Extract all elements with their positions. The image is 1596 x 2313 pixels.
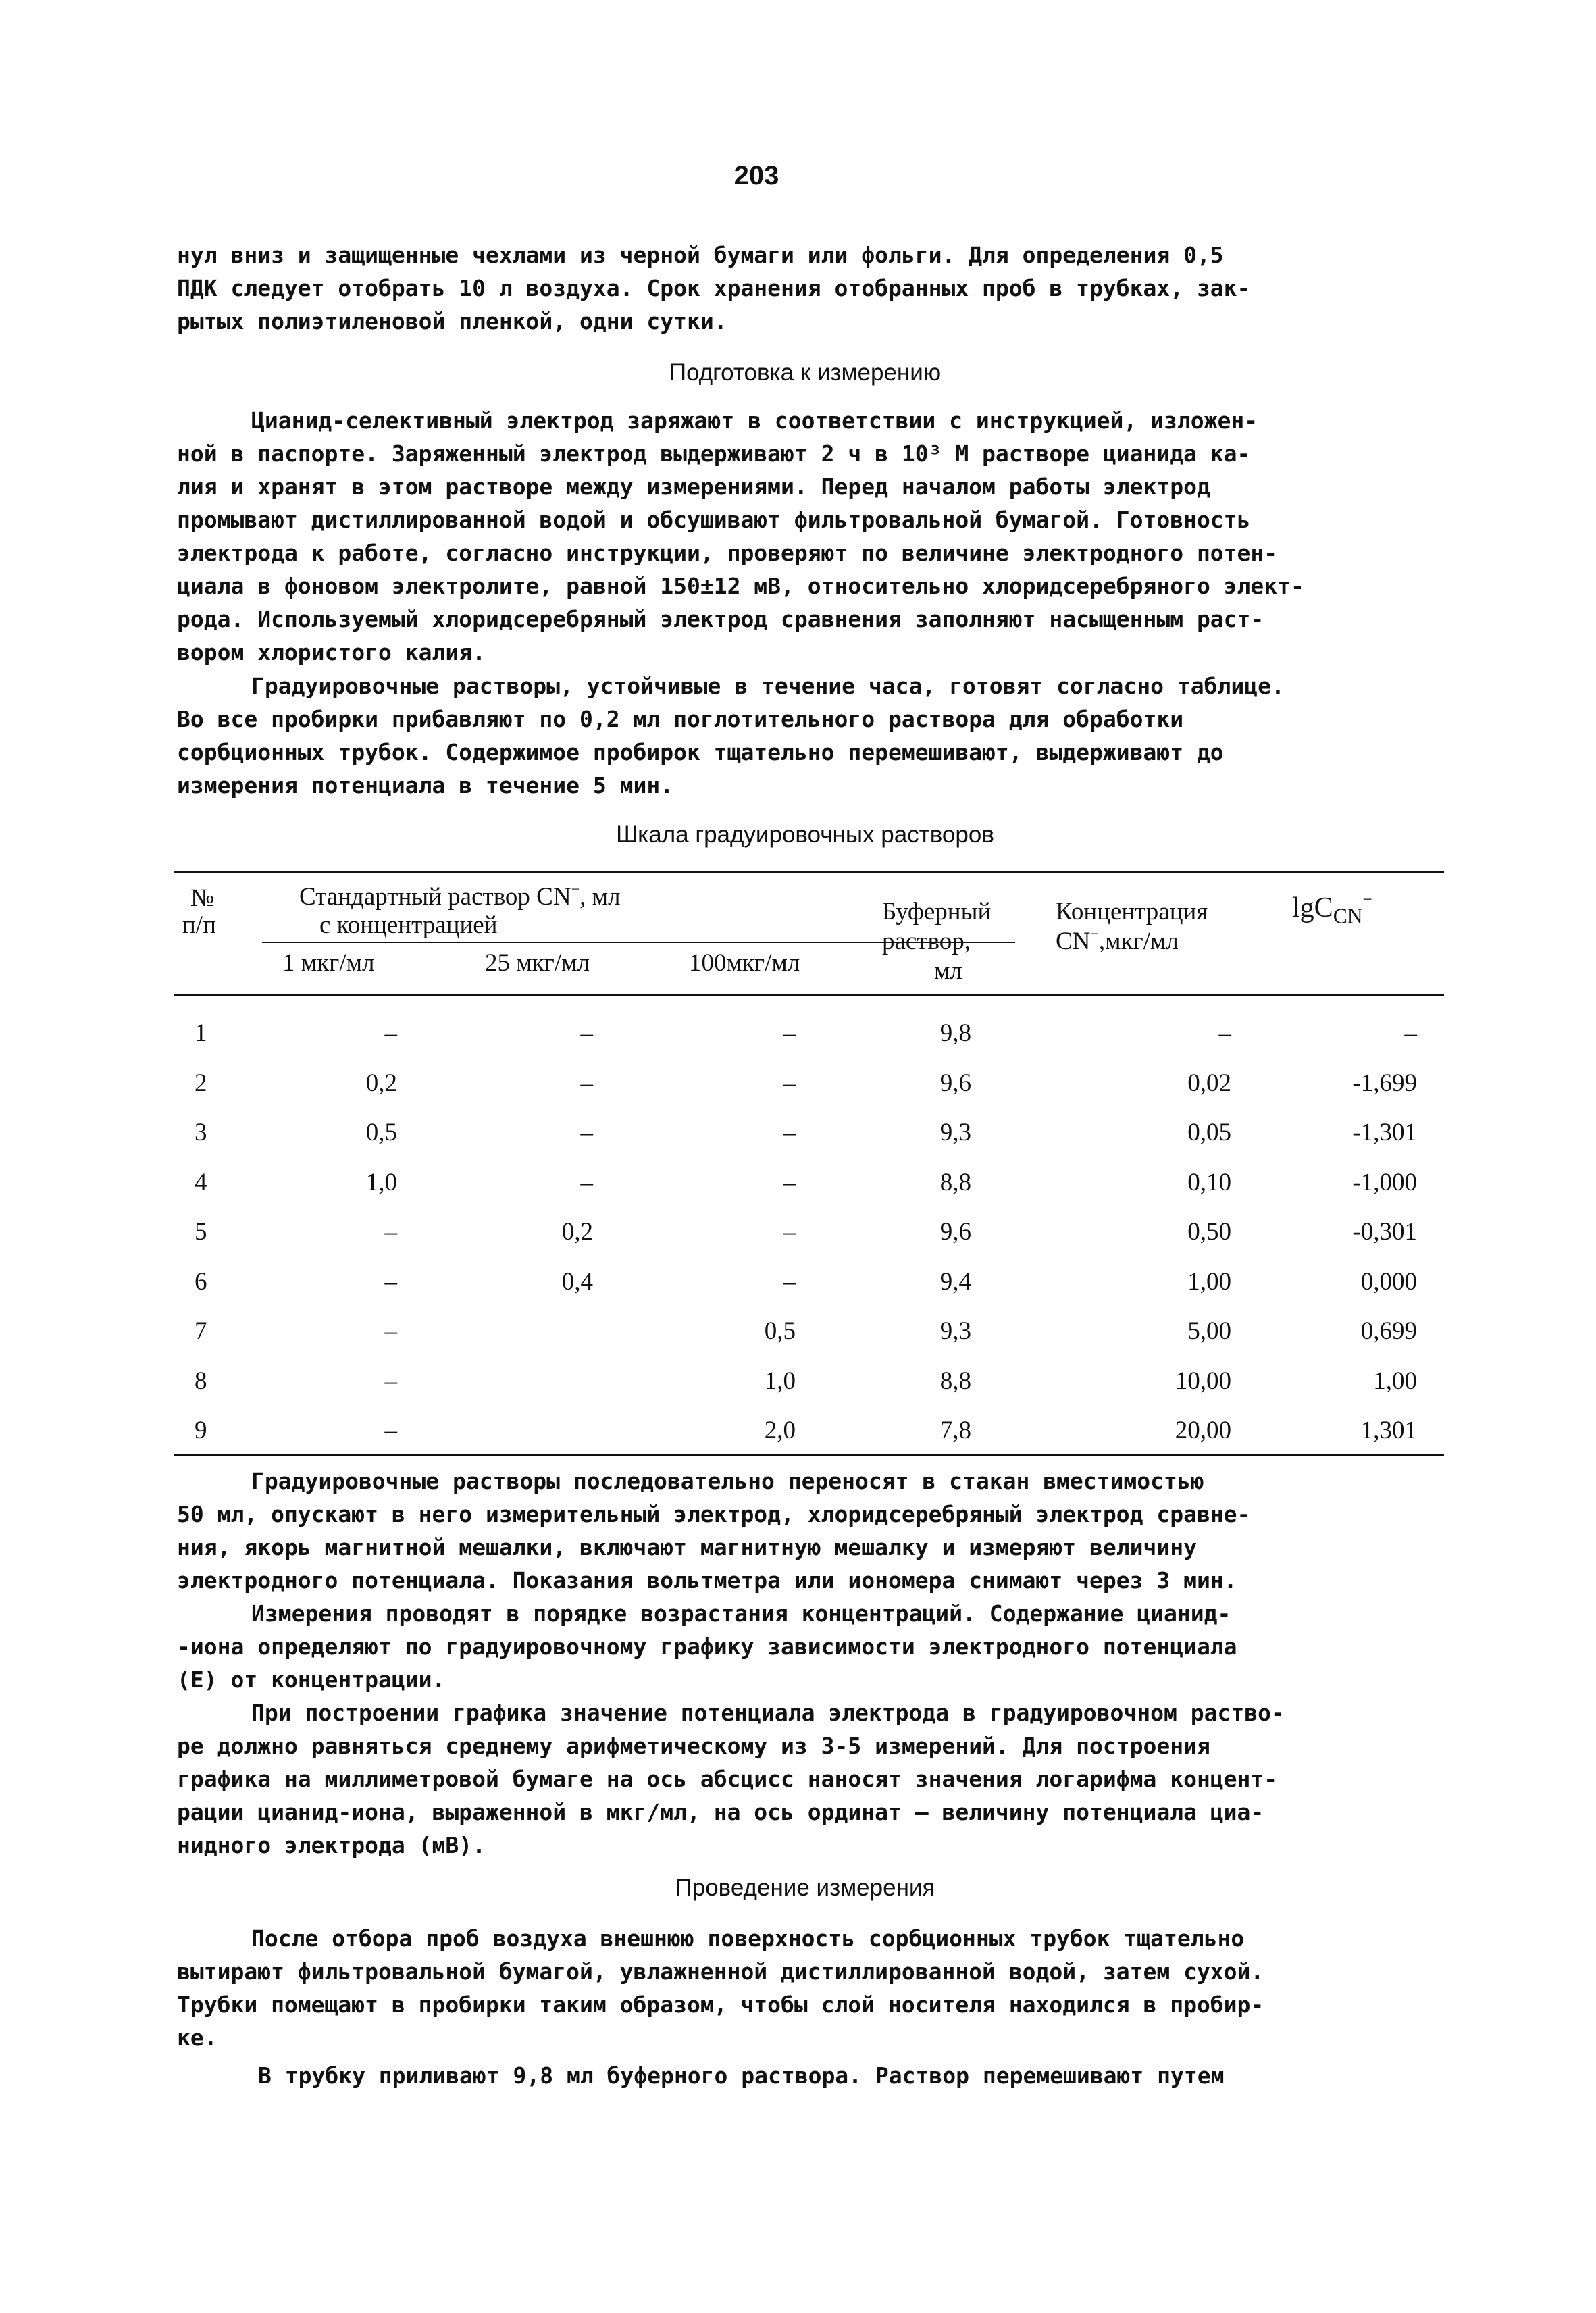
table-cell: 0,2 — [365, 1069, 397, 1097]
table-cell: 0,000 — [1360, 1267, 1417, 1296]
table-cell: 0,5 — [365, 1119, 397, 1146]
table-cell: 0,5 — [764, 1317, 796, 1345]
header-buffer-unit: мл — [934, 957, 962, 985]
row-number-cell: 8 — [195, 1367, 207, 1395]
table-cell: 1,0 — [365, 1168, 397, 1196]
table-cell: 1,301 — [1360, 1417, 1417, 1444]
text-line: Во все пробирки прибавляют по 0,2 мл поглотительного раствора для обработки — [177, 706, 1184, 732]
header-buffer: Буферный — [882, 898, 992, 925]
text-line: графика на миллиметровой бумаге на ось абсцисс наносят значения логарифма концент- — [177, 1766, 1278, 1792]
table-cell: – — [384, 1317, 397, 1345]
row-number-cell: 3 — [195, 1119, 207, 1146]
table-cell: 0,10 — [1187, 1168, 1231, 1196]
header-25-mcg: 25 мкг/мл — [485, 949, 590, 977]
table-cell: 7,8 — [939, 1417, 971, 1444]
table-cell: 9,8 — [939, 1019, 971, 1047]
measurement-order-paragraph — [177, 1597, 1433, 1696]
calibration-table — [174, 871, 1444, 1463]
table-cell: -1,000 — [1352, 1168, 1417, 1196]
text-line: Цианид-селективный электрод заряжают в соответствии с инструкцией, изложен- — [251, 407, 1258, 434]
header-standard-solution: Стандартный раствор CN−, мл — [299, 880, 621, 911]
table-cell: 9,4 — [939, 1267, 971, 1296]
table-cell: 8,8 — [939, 1168, 971, 1196]
table-bottom-rule — [174, 1454, 1444, 1456]
text-line: вытирают фильтровальной бумагой, увлажненной дистиллированной водой, затем сухой. — [177, 1958, 1264, 1985]
row-number-cell: 9 — [195, 1417, 207, 1444]
row-number-cell: 6 — [195, 1267, 207, 1296]
text-line: нул вниз и защищенные чехлами из черной бумаги или фольги. Для определения 0,5 — [177, 242, 1224, 268]
text-line: лия и хранят в этом растворе между измерениями. Перед началом работы электрод — [177, 474, 1210, 500]
row-number-cell: 7 — [195, 1317, 207, 1345]
table-cell: 2,0 — [764, 1417, 796, 1444]
header-no-sub: п/п — [182, 911, 216, 939]
text-line: ния, якорь магнитной мешалки, включают магнитную мешалку и измеряют величину — [177, 1534, 1197, 1560]
header-lg-c-cn: lgC$_{CN}$− — [1292, 890, 1372, 928]
text-line: Градуировочные растворы, устойчивые в течение часа, готовят согласно таблице. — [251, 673, 1285, 699]
header-buffer-solution: раствор, — [882, 927, 971, 955]
text-line: нидного электрода (мВ). — [177, 1832, 486, 1858]
table-cell: – — [580, 1019, 593, 1047]
graph-paragraph — [177, 1696, 1433, 1862]
text-line: рода. Используемый хлоридсеребряный электрод сравнения заполняют насыщенным раст- — [177, 606, 1264, 632]
table-cell: 0,02 — [1187, 1069, 1231, 1097]
table-cell: – — [783, 1019, 796, 1047]
table-cell: 9,3 — [939, 1317, 971, 1345]
table-cell: – — [1404, 1019, 1417, 1047]
table-cell: 9,3 — [939, 1119, 971, 1146]
table-cell: – — [783, 1168, 796, 1196]
table-cell: – — [580, 1119, 593, 1146]
table-cell: 0,699 — [1360, 1317, 1417, 1345]
text-line: -иона определяют по градуировочному графику зависимости электродного потенциала — [177, 1633, 1237, 1660]
table-cell: 0,05 — [1187, 1119, 1231, 1146]
heading-measurement: Проведение измерения — [675, 1875, 935, 1901]
calibration-paragraph — [177, 669, 1433, 802]
table-cell: – — [783, 1218, 796, 1246]
text-line: В трубку приливают 9,8 мл буферного раствора. Раствор перемешивают путем — [258, 2062, 1225, 2089]
table-cell: – — [783, 1267, 796, 1296]
procedure-paragraph — [177, 1465, 1433, 1597]
text-line: вором хлористого калия. — [177, 639, 486, 665]
preparation-paragraph — [177, 404, 1433, 669]
table-cell: -0,301 — [1352, 1218, 1417, 1246]
table-cell: 5,00 — [1187, 1317, 1231, 1345]
table-header-rule — [174, 994, 1444, 996]
table-cell: 0,2 — [561, 1218, 593, 1246]
table-cell: – — [384, 1218, 397, 1246]
header-standard-concentration: с концентрацией — [319, 911, 498, 939]
intro-paragraph — [177, 238, 1433, 338]
text-line: При построении графика значение потенциала электрода в градуировочном раство- — [251, 1700, 1285, 1726]
table-cell: 20,00 — [1175, 1417, 1231, 1444]
text-line: рации цианид-иона, выраженной в мкг/мл, на ось ординат – величину потенциала циа- — [177, 1799, 1264, 1825]
header-concentration: Концентрация — [1056, 898, 1208, 925]
table-cell: – — [384, 1367, 397, 1395]
table-cell: 10,00 — [1175, 1367, 1231, 1395]
table-cell: 0,50 — [1187, 1218, 1231, 1246]
header-concentration-unit: CN−,мкг/мл — [1056, 925, 1179, 955]
table-cell: – — [580, 1069, 593, 1097]
text-line: электродного потенциала. Показания вольтметра или иономера снимают через 3 мин. — [177, 1567, 1237, 1594]
text-line: (Е) от концентрации. — [177, 1667, 446, 1693]
last-line — [177, 2059, 1433, 2092]
header-no: № — [190, 884, 215, 912]
table-cell: 1,00 — [1187, 1267, 1231, 1296]
text-line: ке. — [177, 2025, 217, 2051]
row-number-cell: 4 — [195, 1168, 207, 1196]
table-cell: – — [580, 1168, 593, 1196]
heading-preparation: Подготовка к измерению — [669, 359, 942, 386]
table-cell: – — [384, 1267, 397, 1296]
text-line: промывают дистиллированной водой и обсушивают фильтровальной бумагой. Готовность — [177, 507, 1251, 533]
table-top-rule — [174, 871, 1444, 873]
text-line: электрода к работе, согласно инструкции, проверяют по величине электродного потен- — [177, 540, 1278, 566]
text-line: сорбционных трубок. Содержимое пробирок тщательно перемешивают, выдерживают до — [177, 739, 1224, 765]
header-1-mcg: 1 мкг/мл — [282, 949, 375, 977]
text-line: ПДК следует отобрать 10 л воздуха. Срок хранения отобранных проб в трубках, зак- — [177, 275, 1251, 301]
row-number-cell: 1 — [195, 1019, 207, 1047]
table-cell: – — [783, 1119, 796, 1146]
table-cell: – — [384, 1019, 397, 1047]
table-cell: – — [1218, 1019, 1231, 1047]
table-cell: 8,8 — [939, 1367, 971, 1395]
text-line: рытых полиэтиленовой пленкой, одни сутки. — [177, 308, 727, 334]
text-line: После отбора проб воздуха внешнюю поверхность сорбционных трубок тщательно — [251, 1925, 1245, 1952]
header-100-mcg: 100мкг/мл — [689, 949, 800, 977]
table-cell: 1,0 — [764, 1367, 796, 1395]
measurement-paragraph — [177, 1922, 1433, 2054]
table-cell: 9,6 — [939, 1069, 971, 1097]
text-line: Измерения проводят в порядке возрастания концентраций. Содержание цианид- — [251, 1600, 1231, 1627]
text-line: измерения потенциала в течение 5 мин. — [177, 772, 674, 798]
table-cell: -1,301 — [1352, 1119, 1417, 1146]
table-cell: – — [783, 1069, 796, 1097]
table-cell: 1,00 — [1373, 1367, 1417, 1395]
row-number-cell: 5 — [195, 1218, 207, 1246]
text-line: ре должно равняться среднему арифметическому из 3-5 измерений. Для построения — [177, 1733, 1210, 1759]
text-line: 50 мл, опускают в него измерительный электрод, хлоридсеребряный электрод сравне- — [177, 1501, 1251, 1527]
table-cell: 0,4 — [561, 1267, 593, 1296]
table-cell: – — [384, 1417, 397, 1444]
text-line: Трубки помещают в пробирки таким образом, чтобы слой носителя находился в пробир- — [177, 1991, 1264, 2018]
row-number-cell: 2 — [195, 1069, 207, 1097]
text-line: Градуировочные растворы последовательно переносят в стакан вместимостью — [251, 1468, 1204, 1494]
table-title: Шкала градуировочных растворов — [616, 821, 994, 848]
text-line: циала в фоновом электролите, равной 150±12 мВ, относительно хлоридсеребряного элект- — [177, 573, 1304, 599]
page-number: 203 — [733, 161, 779, 190]
text-line: ной в паспорте. Заряженный электрод выдерживают 2 ч в 10³ М растворе цианида ка- — [177, 440, 1251, 467]
table-cell: 9,6 — [939, 1218, 971, 1246]
table-cell: -1,699 — [1352, 1069, 1417, 1097]
